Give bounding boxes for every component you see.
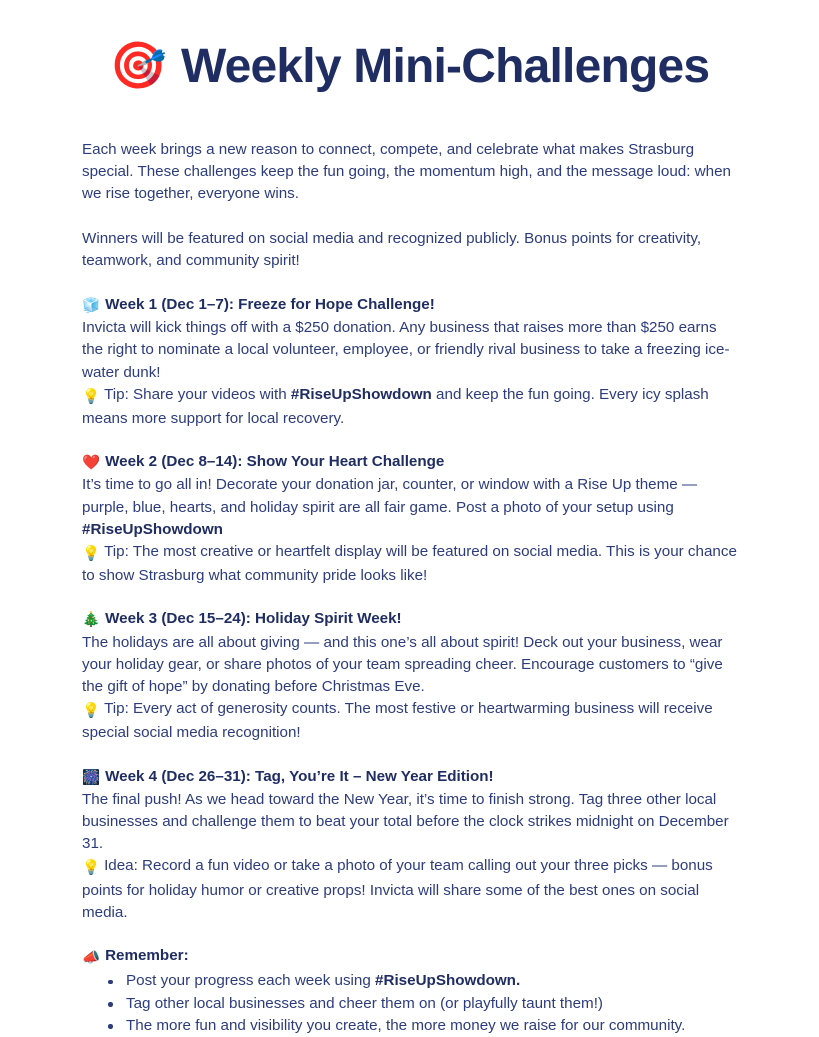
remember-heading <box>82 945 738 969</box>
remember-section <box>82 945 738 1037</box>
week-3-tip-prefix: Tip: Every act of generosity counts. The most festive or heartwarming business will receive special social media recognition! <box>82 700 713 742</box>
week-1-tip-suffix: and keep the fun going. Every icy splash means more support for local recovery. <box>82 385 709 428</box>
week-4-heading <box>82 766 738 789</box>
week-2-body-text: It’s time to go all in! Decorate your donation jar, counter, or window with a Rise Up theme — purple, blue, hearts, and holiday spirit are all fair game. Post a photo of your setup using <box>82 476 698 516</box>
week-2-tip <box>82 541 738 587</box>
megaphone-icon: 📣 <box>82 950 101 967</box>
week-2-tip-prefix: Tip: The most creative or heartfelt display will be featured on social media. This is your chance to show Strasburg what community pride looks like! <box>82 543 737 585</box>
week-3-body: The holidays are all about giving — and this one’s all about spirit! Deck out your business, wear your holiday gear, or share photos of your team spreading cheer. Encourage customers to “give the gift of hope” by donating before Christmas Eve. <box>82 633 723 696</box>
intro-paragraph-2: Winners will be featured on social media and recognized publicly. Bonus points for creativity, teamwork, and community spirit! <box>82 229 702 269</box>
week-3-tip <box>82 698 738 744</box>
red-heart-icon: ❤️ <box>82 455 101 472</box>
remember-item-1-hashtag: #RiseUpShowdown. <box>375 972 521 990</box>
lightbulb-icon: 💡 <box>82 546 101 563</box>
week-3-heading-text: Week 3 (Dec 15–24): Holiday Spirit Week! <box>105 610 402 628</box>
week-2-heading-text: Week 2 (Dec 8–14): Show Your Heart Challenge <box>105 453 445 471</box>
week-2-section <box>82 451 738 587</box>
week-1-tip-hashtag: #RiseUpShowdown <box>290 385 432 403</box>
page-title-text: Weekly Mini-Challenges <box>180 40 710 93</box>
week-2-body <box>82 474 738 541</box>
week-4-body: The final push! As we head toward the New Year, it’s time to finish strong. Tag three other local businesses and challenge them to beat your total before the clock strikes midnight on December 31. <box>82 790 729 853</box>
list-item <box>108 970 738 992</box>
week-1-tip-prefix: Tip: Share your videos with <box>104 385 291 403</box>
lightbulb-icon: 💡 <box>82 703 101 720</box>
week-2-heading <box>82 451 738 474</box>
intro-paragraph-1: Each week brings a new reason to connect, compete, and celebrate what makes Strasburg special. These challenges keep the fun going, the momentum high, and the message loud: when we rise together, everyone wins. <box>82 141 731 203</box>
week-1-heading <box>82 294 738 317</box>
ice-cube-icon: 🧊 <box>82 298 101 315</box>
dart-target-icon: 🎯 <box>109 39 167 92</box>
week-4-section <box>82 766 738 924</box>
fireworks-icon: 🎆 <box>82 769 101 786</box>
week-3-section <box>82 608 738 744</box>
week-1-body: Invicta will kick things off with a $250 donation. Any business that raises more than $250 earns the right to nominate a local volunteer, employee, or friendly rival business to take a freezing ice-water dunk! <box>82 319 730 381</box>
lightbulb-icon: 💡 <box>82 860 101 877</box>
lightbulb-icon: 💡 <box>82 388 101 405</box>
list-item <box>108 1015 738 1037</box>
week-3-heading <box>82 608 738 631</box>
week-4-tip <box>82 855 738 924</box>
remember-list <box>82 970 738 1037</box>
remember-item-2-text: Tag other local businesses and cheer them on (or playfully taunt them!) <box>126 994 603 1012</box>
week-1-section <box>82 294 738 430</box>
week-4-tip-prefix: Idea: Record a fun video or take a photo of your team calling out your three picks — bonus points for holiday humor or creative props! Invicta will share some of the best ones on social media. <box>82 857 713 921</box>
remember-item-3-text: The more fun and visibility you create, the more money we raise for our community. <box>126 1016 686 1034</box>
week-2-body-hashtag: #RiseUpShowdown <box>82 520 223 538</box>
christmas-tree-icon: 🎄 <box>82 612 101 629</box>
list-item <box>108 993 738 1015</box>
week-1-heading-text: Week 1 (Dec 1–7): Freeze for Hope Challenge! <box>105 296 435 314</box>
remember-heading-text: Remember: <box>105 947 189 965</box>
document-body <box>82 139 738 1037</box>
week-1-tip <box>82 384 738 430</box>
week-4-heading-text: Week 4 (Dec 26–31): Tag, You’re It – New Year Edition! <box>105 767 494 785</box>
page-title <box>0 41 819 94</box>
remember-item-1-text: Post your progress each week using <box>126 972 376 990</box>
